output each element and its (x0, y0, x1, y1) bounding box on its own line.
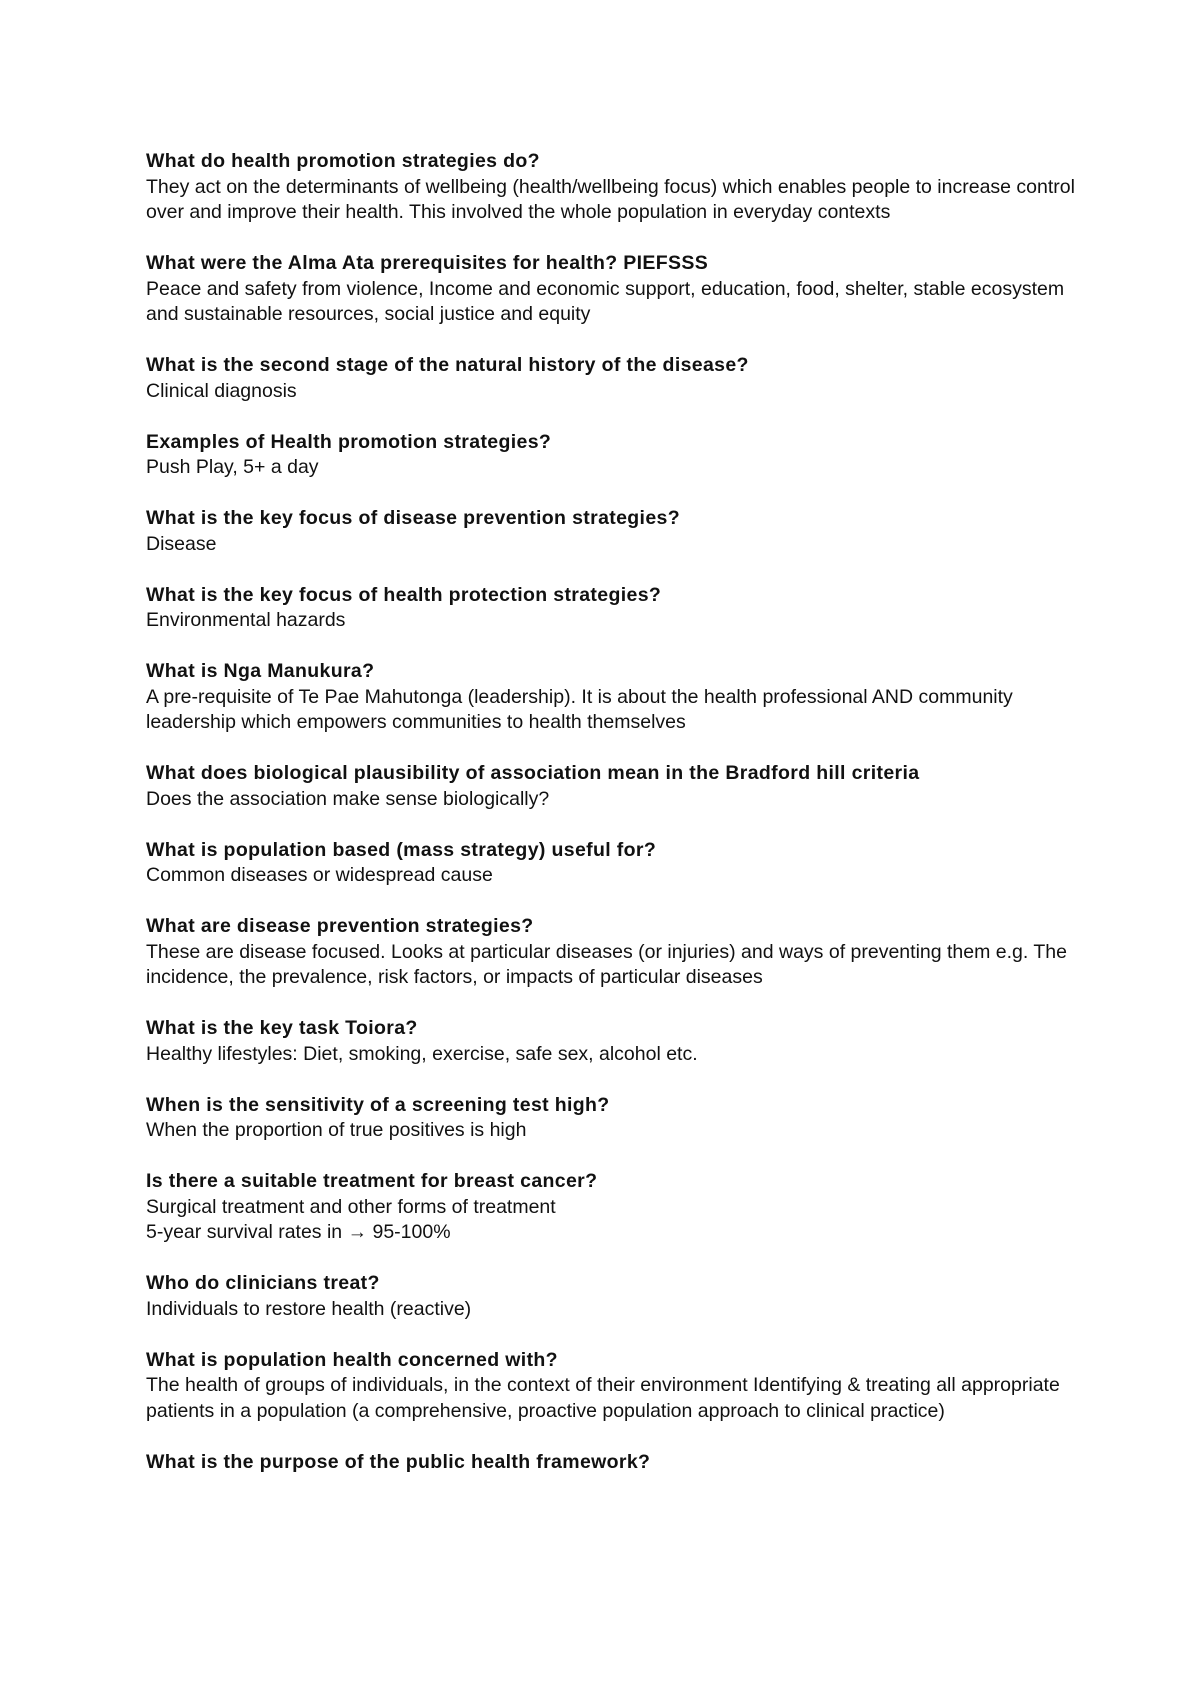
question-text: What is the key focus of health protection strategies? (146, 583, 662, 606)
qa-item (146, 506, 1076, 557)
question-text: What are disease prevention strategies? (146, 915, 534, 937)
answer-line: These are disease focused. Looks at particular diseases (or injuries) and ways of preventing them e.g. The incidence, the prevalence, risk factors, or impacts of particular diseases (146, 940, 1067, 988)
answer-text (146, 379, 1076, 405)
answer-text (146, 863, 1076, 889)
answer-line: Clinical diagnosis (146, 379, 297, 402)
answer-text (146, 787, 1076, 813)
question-text: What is the key focus of disease prevention strategies? (146, 507, 680, 529)
answer-line: A pre-requisite of Te Pae Mahutonga (leadership). It is about the health professional AND community leadership which empowers communities to health themselves (146, 685, 1013, 733)
answer-text (146, 1195, 1076, 1246)
question-text: When is the sensitivity of a screening test high? (146, 1093, 610, 1116)
answer-line: Environmental hazards (146, 609, 346, 631)
question-text: What is population health concerned with? (146, 1348, 558, 1371)
qa-item (146, 1016, 1076, 1067)
question-text: What is the second stage of the natural history of the disease? (146, 354, 749, 376)
qa-item (146, 838, 1076, 889)
answer-line: Disease (146, 532, 217, 555)
document-body (146, 149, 1076, 1501)
qa-item (146, 1348, 1076, 1425)
answer-line: Peace and safety from violence, Income and economic support, education, food, shelter, stable ecosystem and sustainable resources, social justice and equity (146, 277, 1065, 325)
qa-item (146, 761, 1076, 812)
question-text: What were the Alma Ata prerequisites for health? PIEFSSS (146, 252, 709, 274)
qa-item (146, 1169, 1076, 1246)
answer-text (146, 608, 1076, 634)
answer-line: Does the association make sense biologically? (146, 787, 550, 810)
qa-item (146, 914, 1076, 991)
answer-text (146, 532, 1076, 558)
answer-text (146, 1373, 1076, 1424)
answer-line: When the proportion of true positives is high (146, 1119, 527, 1141)
qa-item (146, 149, 1076, 226)
qa-item (146, 251, 1076, 328)
answer-text (146, 685, 1076, 736)
question-text: What do health promotion strategies do? (146, 150, 540, 172)
answer-line: Healthy lifestyles: Diet, smoking, exercise, safe sex, alcohol etc. (146, 1042, 698, 1065)
qa-item (146, 1271, 1076, 1322)
qa-item (146, 430, 1076, 481)
question-text: What is Nga Manukura? (146, 660, 375, 682)
answer-line: They act on the determinants of wellbeing (health/wellbeing focus) which enables people to increase control over and improve their health. This involved the whole population in everyday contexts (146, 175, 1075, 223)
question-text: What is population based (mass strategy) useful for? (146, 838, 657, 861)
question-text: Examples of Health promotion strategies? (146, 430, 552, 453)
answer-text (146, 1042, 1076, 1068)
answer-text (146, 277, 1076, 328)
question-text: What is the purpose of the public health framework? (146, 1450, 651, 1473)
qa-item (146, 1450, 1076, 1476)
answer-text (146, 1118, 1076, 1144)
answer-line: 5-year survival rates in → 95-100% (146, 1221, 451, 1243)
answer-text (146, 1297, 1076, 1323)
qa-item (146, 659, 1076, 736)
question-text: Who do clinicians treat? (146, 1272, 380, 1294)
answer-line: Surgical treatment and other forms of treatment (146, 1195, 556, 1218)
qa-item (146, 1093, 1076, 1144)
answer-line: The health of groups of individuals, in the context of their environment Identifying & treating all appropriate patients in a population (a comprehensive, proactive population approach to clinical practice) (146, 1374, 1060, 1422)
qa-item (146, 353, 1076, 404)
answer-text (146, 175, 1076, 226)
answer-text (146, 455, 1076, 481)
answer-line: Common diseases or widespread cause (146, 864, 493, 886)
question-text: Is there a suitable treatment for breast cancer? (146, 1170, 598, 1192)
question-text: What is the key task Toiora? (146, 1017, 418, 1039)
answer-line: Individuals to restore health (reactive) (146, 1297, 472, 1320)
answer-text (146, 940, 1076, 991)
answer-line: Push Play, 5+ a day (146, 456, 319, 478)
question-text: What does biological plausibility of association mean in the Bradford hill criteria (146, 762, 920, 784)
qa-item (146, 583, 1076, 634)
